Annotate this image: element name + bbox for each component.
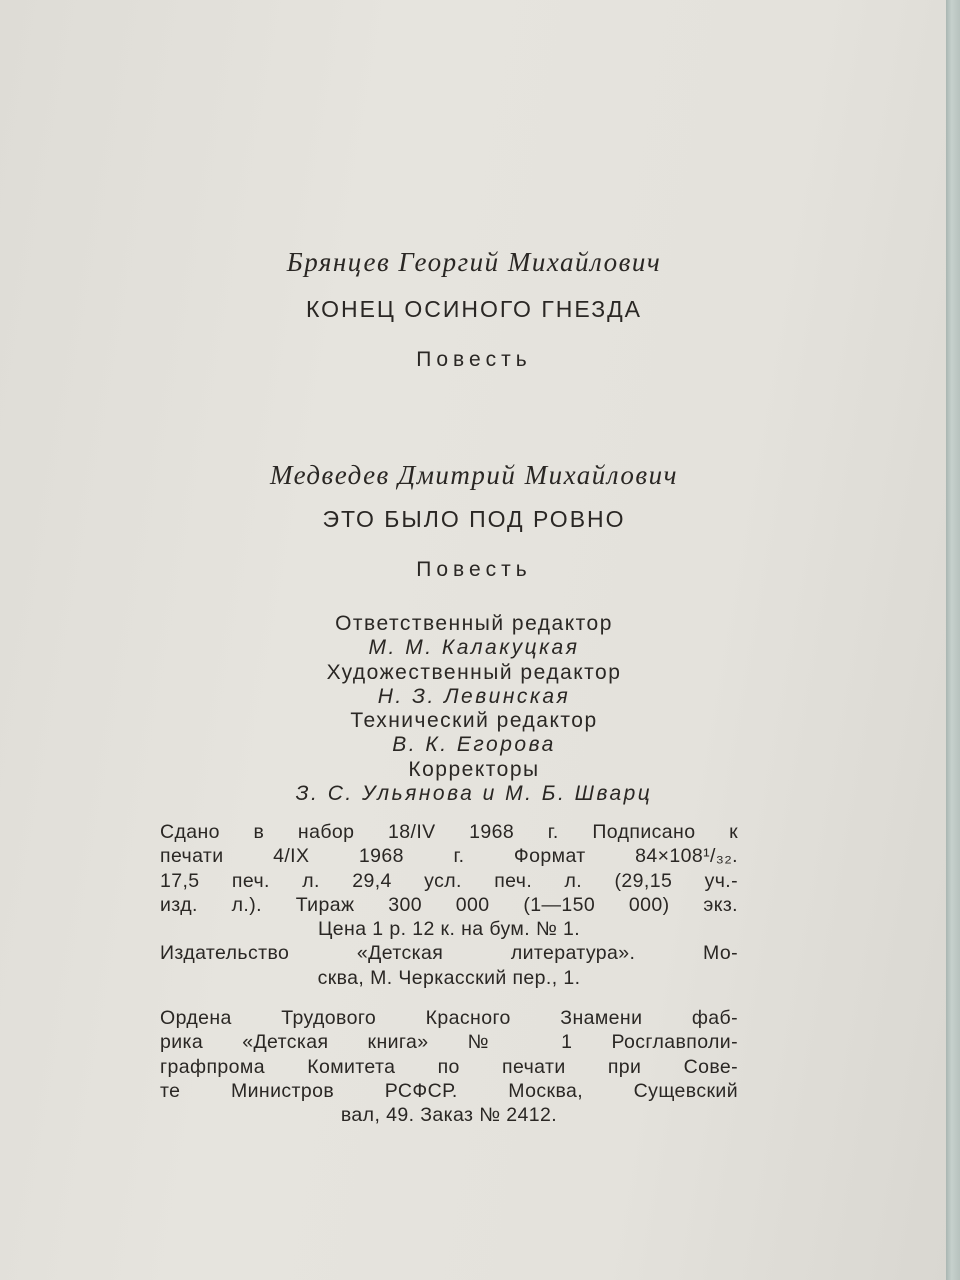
author-1: Брянцев Георгий Михайлович [286,247,662,277]
proofreaders-names: З. С. Ульянова и М. Б. Шварц [295,782,653,805]
imprint-line: Ордена Трудового Красного Знамени фаб- [160,1007,738,1029]
genre-1: Повесть [416,348,532,371]
imprint-line: изд. л.). Тираж 300 000 (1—150 000) экз. [160,893,738,916]
title-2: ЭТО БЫЛО ПОД РОВНО [322,506,626,532]
genre-2: Повесть [416,558,532,581]
imprint-line: Цена 1 р. 12 к. на бум. № 1. [317,918,581,941]
proofreaders-role: Корректоры [408,758,540,781]
tech-editor-role: Технический редактор [350,709,598,732]
editor-name: М. М. Калакуцкая [368,636,580,659]
imprint-line: печати 4/IX 1968 г. Формат 84×108¹/₃₂. [160,845,738,868]
imprint-line: рика «Детская книга» № 1 Росглавполи- [160,1031,738,1054]
imprint-printer [160,1006,738,1127]
tech-editor-name: В. К. Егорова [392,733,556,756]
art-editor-name: Н. З. Левинская [377,685,571,708]
title-1: КОНЕЦ ОСИНОГО ГНЕЗДА [305,296,643,322]
imprint-line: Сдано в набор 18/IV 1968 г. Подписано к [160,821,738,843]
imprint-line: 17,5 печ. л. 29,4 усл. печ. л. (29,15 уч.- [160,869,738,892]
editor-role: Ответственный редактор [335,612,613,635]
author-2: Медведев Дмитрий Михайлович [269,460,679,490]
imprint-line: сква, М. Черкасский пер., 1. [317,966,581,989]
imprint-publication [160,820,738,990]
imprint-line: те Министров РСФСР. Москва, Сущевский [160,1079,738,1102]
page-edge [946,0,960,1280]
imprint-line: вал, 49. Заказ № 2412. [340,1104,558,1127]
art-editor-role: Художественный редактор [326,661,622,684]
imprint-line: Издательство «Детская литература». Мо- [160,942,738,965]
imprint-line: графпрома Комитета по печати при Сове- [160,1055,738,1078]
